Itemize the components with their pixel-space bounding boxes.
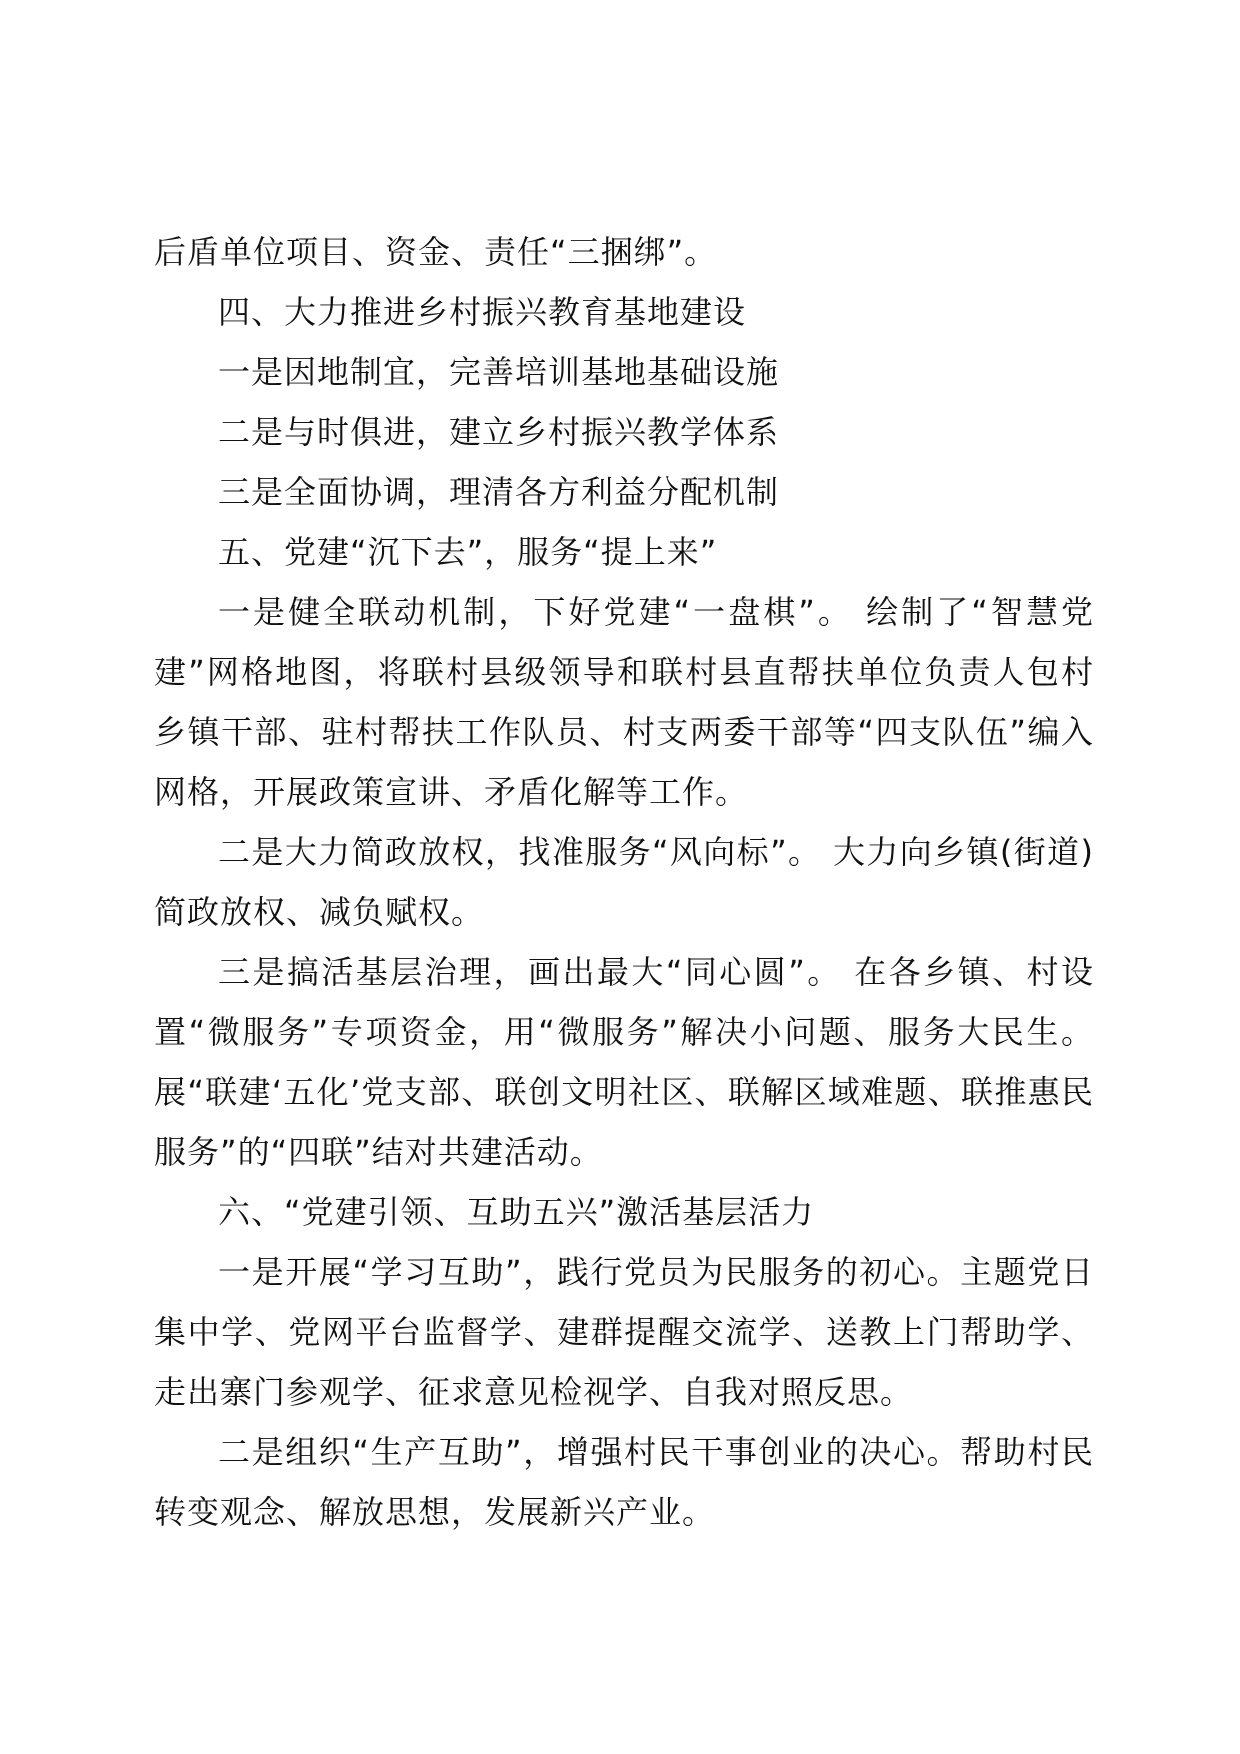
paragraph-item: 二是组织“生产互助”，增强村民干事创业的决心。帮助村民转变观念、解放思想，发展新兴产业。: [154, 1433, 1094, 1531]
section-heading-5: 五、党建“沉下去”，服务“提上来”: [218, 533, 718, 571]
paragraph-item: 一是健全联动机制，下好党建“一盘棋”。 绘制了“智慧党建”网格地图，将联村县级领导和联村县直帮扶单位负责人包村乡镇干部、驻村帮扶工作队员、村支两委干部等“四支队伍”编入网格，开展政策宣讲、矛盾化解等工作。: [154, 593, 1094, 811]
paragraph-continuation: 后盾单位项目、资金、责任“三捆绑”。: [154, 233, 718, 271]
section-heading-4: 四、大力推进乡村振兴教育基地建设: [218, 293, 747, 331]
paragraph-item: 二是与时俱进，建立乡村振兴教学体系: [218, 413, 780, 451]
paragraph-item: 一是因地制宜，完善培训基地基础设施: [218, 353, 780, 391]
document-body: [154, 222, 1094, 1542]
paragraph-item: 一是开展“学习互助”，践行党员为民服务的初心。主题党日集中学、党网平台监督学、建群提醒交流学、送教上门帮助学、走出寨门参观学、征求意见检视学、自我对照反思。: [154, 1253, 1094, 1411]
section-heading-6: 六、“党建引领、互助五兴”激活基层活力: [218, 1193, 815, 1231]
paragraph-item: 二是大力简政放权，找准服务“风向标”。 大力向乡镇(街道)简政放权、减负赋权。: [154, 833, 1094, 931]
paragraph-item: 三是搞活基层治理，画出最大“同心圆”。 在各乡镇、村设置“微服务”专项资金，用“微服务”解决小问题、服务大民生。展“联建‘五化’党支部、联创文明社区、联解区域难题、联推惠民服务”的“四联”结对共建活动。: [154, 953, 1094, 1171]
paragraph-item: 三是全面协调，理清各方利益分配机制: [218, 473, 780, 511]
